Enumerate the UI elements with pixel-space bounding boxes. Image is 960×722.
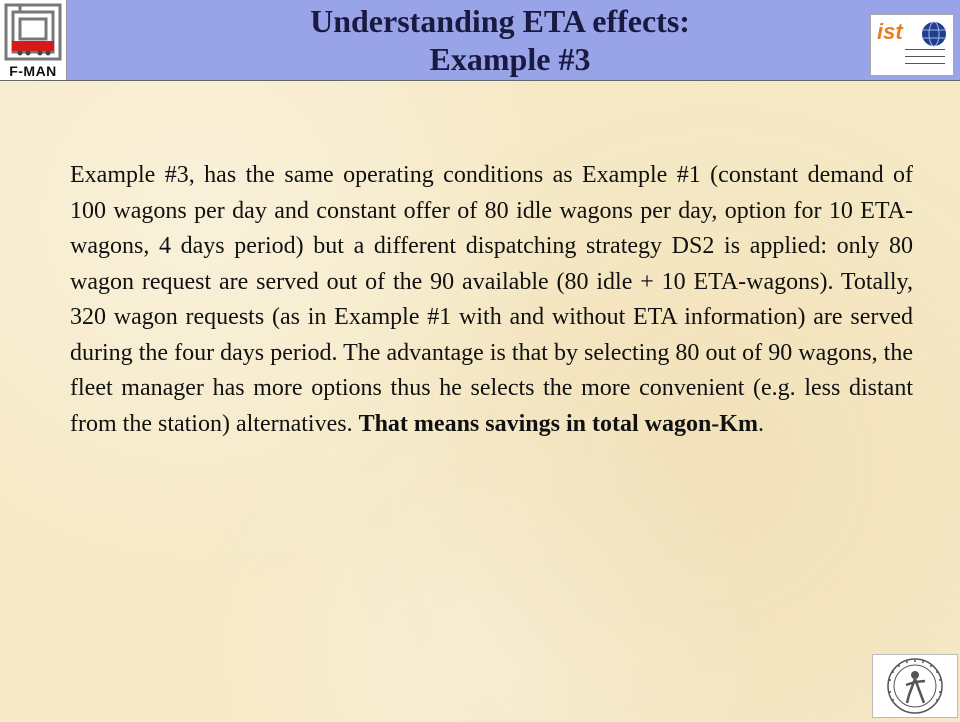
paragraph-emphasis: That means savings in total wagon-Km <box>358 410 758 437</box>
ist-logo-text: ist <box>877 19 903 44</box>
ist-logo-subtext <box>905 49 945 68</box>
ist-logo-icon <box>870 14 954 76</box>
university-seal-icon <box>872 654 958 718</box>
slide-header <box>0 0 960 81</box>
title-line-2: Example #3 <box>429 41 591 77</box>
globe-icon <box>921 21 947 47</box>
fman-logo-text: F-MAN <box>9 63 57 79</box>
title-line-1: Understanding ETA effects: <box>310 3 690 39</box>
paragraph-text: Example #3, has the same operating conditions as Example #1 (constant demand of 100 wagons per day and constant offer of 80 idle wagons per day, option for 10 ETA-wagons, 4 days period) but a different dispatching strategy DS2 is applied: only 80 wagon request are served out of the 90 available (80 idle + 10 ETA-wagons). Totally, 320 wagon requests (as in Example #1 with and without ETA information) are served during the four days period. The advantage is that by selecting 80 out of 90 wagons, the fleet manager has more options thus he selects the more convenient (e.g. less distant from the station) alternatives. <box>70 162 913 437</box>
seal-graphic <box>873 655 957 717</box>
body-paragraph <box>70 158 913 442</box>
paragraph-end: . <box>757 410 764 437</box>
slide-title <box>0 0 960 80</box>
